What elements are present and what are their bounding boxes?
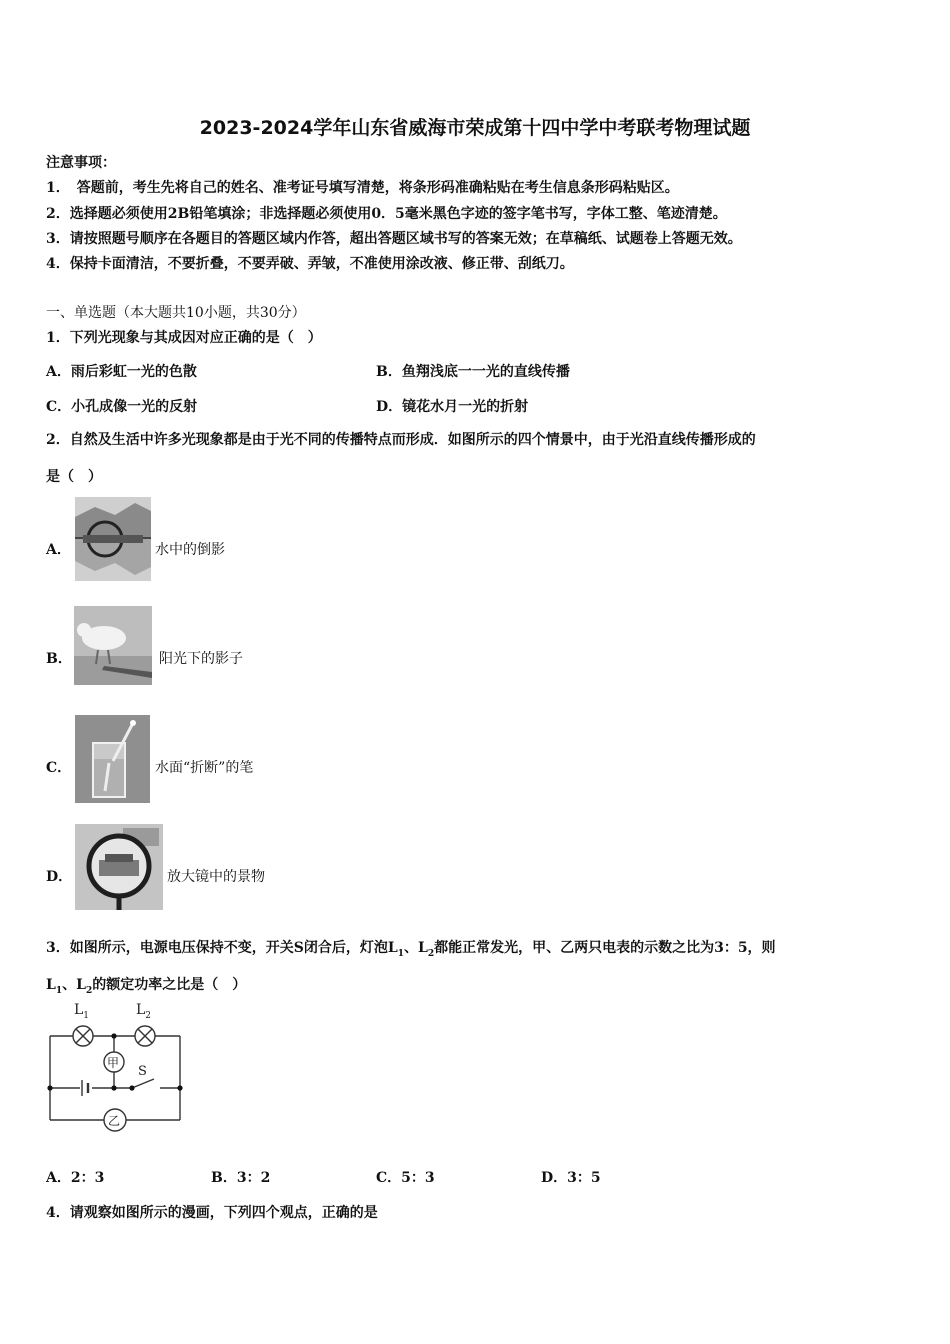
magnifier-photo <box>75 824 163 910</box>
q3-option-d: D．3：5 <box>541 1170 601 1186</box>
q2-option-b-text: 阳光下的影子 <box>159 651 243 667</box>
q3-stem-line2: $L_1$、$L_2$的额定功率之比是（ ） <box>46 977 247 996</box>
q2-option-c-letter: C． <box>46 760 72 776</box>
q3-option-b: B．3：2 <box>211 1170 271 1186</box>
bent-pencil-photo <box>75 715 150 803</box>
notice-item-3: 3．请按照题号顺序在各题目的答题区域内作答，超出答题区域书写的答案无效；在草稿纸、试题卷上答题无效。 <box>46 231 742 247</box>
page-title: 2023-2024学年山东省威海市荣成第十四中学中考联考物理试题 <box>199 117 751 139</box>
q2-stem-line1: 2．自然及生活中许多光现象都是由于光不同的传播特点而形成．如图所示的四个情景中，由于光沿直线传播形成的 <box>46 432 756 448</box>
q4-stem: 4．请观察如图所示的漫画，下列四个观点，正确的是 <box>46 1205 378 1221</box>
q1-stem: 1．下列光现象与其成因对应正确的是（ ） <box>46 330 322 346</box>
q3-option-a: A．2：3 <box>46 1170 105 1186</box>
label-l2: $L_2$ <box>136 1002 152 1021</box>
section-heading: 一、单选题（本大题共10小题，共30分） <box>46 305 306 321</box>
q2-option-a-letter: A． <box>46 542 71 558</box>
q3-stem-line1: 3．如图所示，电源电压保持不变，开关S闭合后，灯泡$L_1$、$L_2$都能正常发光，甲、乙两只电表的示数之比为3：5，则 <box>46 940 776 959</box>
notice-item-4: 4．保持卡面清洁，不要折叠，不要弄破、弄皱，不准使用涂改液、修正带、刮纸刀。 <box>46 256 574 272</box>
reflection-photo <box>75 497 151 581</box>
bird-shadow-photo <box>74 606 152 685</box>
q1-option-d: D．镜花水月一光的折射 <box>376 399 529 415</box>
meter-yi-label: 乙 <box>108 1114 121 1128</box>
notice-heading: 注意事项： <box>46 155 116 171</box>
q2-stem-line2: 是（ ） <box>46 469 102 485</box>
q1-option-c: C．小孔成像一光的反射 <box>46 399 198 415</box>
meter-jia-label: 甲 <box>107 1056 120 1070</box>
switch-label: S <box>138 1064 147 1079</box>
notice-item-1: 1． 答题前，考生先将自己的姓名、准考证号填写清楚，将条形码准确粘贴在考生信息条形码粘贴区。 <box>46 180 679 196</box>
q2-option-d-text: 放大镜中的景物 <box>167 869 265 885</box>
label-l1: $L_1$ <box>74 1002 90 1021</box>
circuit-diagram <box>40 1000 190 1140</box>
q3-option-c: C．5：3 <box>376 1170 435 1186</box>
q2-option-b-letter: B． <box>46 651 72 667</box>
q2-option-d-letter: D． <box>46 869 73 885</box>
q1-option-a: A．雨后彩虹一光的色散 <box>46 364 197 380</box>
notice-item-2: 2．选择题必须使用2B铅笔填涂；非选择题必须使用0．5毫米黑色字迹的签字笔书写，字体工整、笔迹清楚。 <box>46 206 727 222</box>
q2-option-c-text: 水面“折断”的笔 <box>155 760 254 776</box>
q2-option-a-text: 水中的倒影 <box>155 542 225 558</box>
q1-option-b: B．鱼翔浅底一一光的直线传播 <box>376 364 570 380</box>
